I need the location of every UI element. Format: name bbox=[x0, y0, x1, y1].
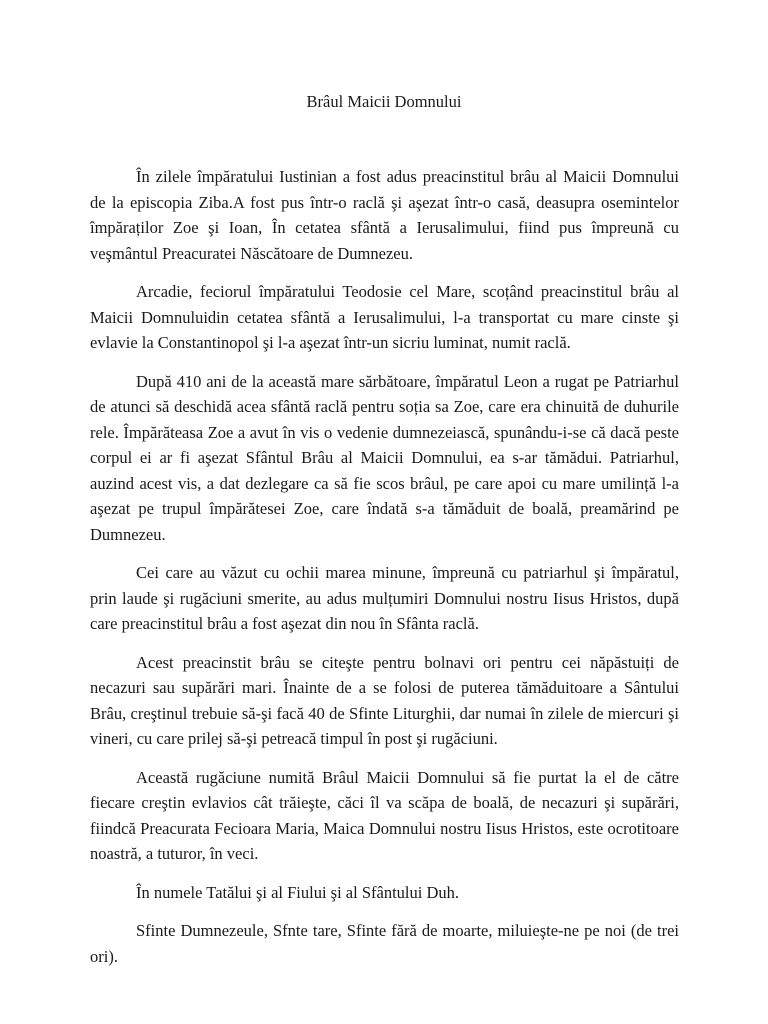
paragraph-6: Această rugăciune numită Brâul Maicii Domnului să fie purtat la el de către fiecare creştin evlavios cât trăieşte, căci îl va scăpa de boală, de necazuri şi supărări, fiindcă Preacurata Fecioara Maria, Maica Domnului nostru Iisus Hristos, este ocrotitoare noastră, a tuturor, în veci. bbox=[90, 767, 679, 863]
paragraph-3: După 410 ani de la această mare sărbătoare, împăratul Leon a rugat pe Patriarhul de atunci să deschidă acea sfântă raclă pentru soția sa Zoe, care era chinuită de duhurile rele. Împărăteasa Zoe a avut în vis o vedenie dumnezeiască, spunându-i-se că dacă peste corpul ei ar fi aşezat Sfântul Brâu al Maicii Domnului, ea s-ar tămădui. Patriarhul, auzind acest vis, a dat dezlegare ca să fie scos brâul, pe care apoi cu mare umilință l-a aşezat pe trupul împărătesei Zoe, care îndată s-a tămăduit de boală, preamărind pe Dumnezeu. bbox=[90, 371, 679, 544]
paragraph-2: Arcadie, feciorul împăratului Teodosie cel Mare, scoțând preacinstitul brâu al Maicii Domnuluidin cetatea sfântă a Ierusalimului, l-a transportat cu mare cinste şi evlavie la Constantinopol şi l-a aşezat într-un sicriu luminat, numit raclă. bbox=[90, 282, 679, 352]
paragraph-5: Acest preacinstit brâu se citeşte pentru bolnavi ori pentru cei năpăstuiți de necazuri sau supărări mari. Înainte de a se folosi de puterea tămăduitoare a Sântului Brâu, creştinul trebuie să-şi facă 40 de Sfinte Liturghii, dar numai în zilele de miercuri şi vineri, cu care prilej să-şi petreacă timpul în post şi rugăciuni. bbox=[90, 652, 679, 748]
document-body bbox=[90, 164, 679, 969]
paragraph-7: În numele Tatălui şi al Fiului şi al Sfântului Duh. bbox=[136, 882, 460, 902]
document-title: Brâul Maicii Domnului bbox=[306, 92, 462, 111]
paragraph-8: Sfinte Dumnezeule, Sfnte tare, Sfinte fără de moarte, miluieşte-ne pe noi (de trei ori). bbox=[90, 921, 679, 966]
paragraph-4: Cei care au văzut cu ochii marea minune, împreună cu patriarhul şi împăratul, prin laude şi rugăciuni smerite, au adus mulțumiri Domnului nostru Iisus Hristos, după care preacinstitul brâu a fost aşezat din nou în Sfânta raclă. bbox=[90, 563, 679, 633]
paragraph-1: În zilele împăratului Iustinian a fost adus preacinstitul brâu al Maicii Domnului de la episcopia Ziba.A fost pus într-o raclă şi aşezat într-o casă, deasupra osemintelor împăraților Zoe şi Ioan, În cetatea sfântă a Ierusalimului, fiind pus împreună cu veşmântul Preacuratei Născătoare de Dumnezeu. bbox=[90, 167, 679, 263]
